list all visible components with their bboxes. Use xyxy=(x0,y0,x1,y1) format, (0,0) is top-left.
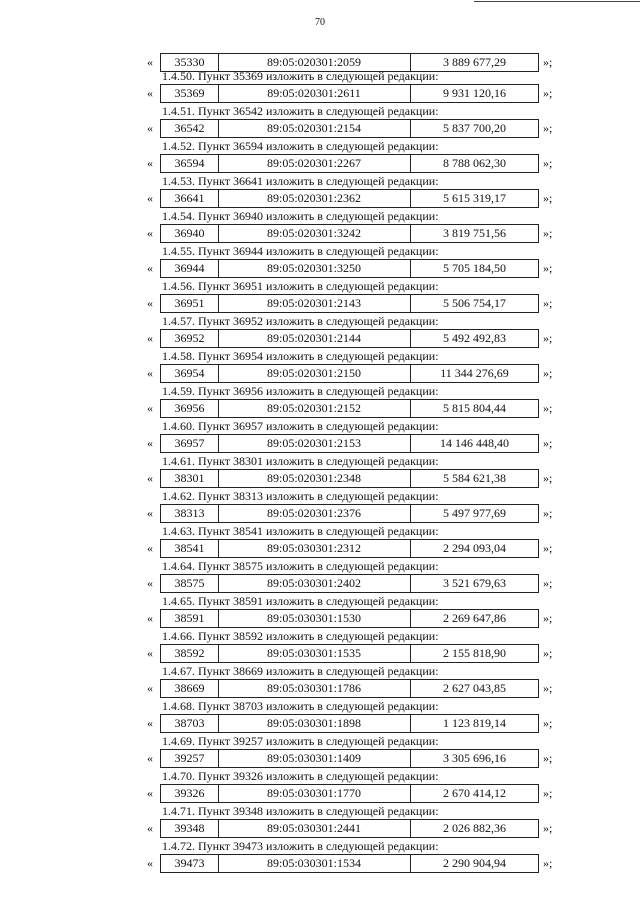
amendment-heading: 1.4.65. Пункт 38591 изложить в следующей редакции: xyxy=(162,594,439,608)
item-number-cell: 36594 xyxy=(160,154,219,173)
open-quote: « xyxy=(147,156,153,170)
open-quote: « xyxy=(147,681,153,695)
cadastral-number-cell: 89:05:030301:1898 xyxy=(218,714,411,733)
table-row xyxy=(0,749,640,768)
close-quote: »; xyxy=(543,821,553,835)
amendment-item xyxy=(0,209,640,244)
value-cell: 5 705 184,50 xyxy=(411,259,539,278)
item-number-cell: 36952 xyxy=(160,329,219,348)
item-number-cell: 36944 xyxy=(160,259,219,278)
amendment-item xyxy=(0,664,640,699)
amendment-item xyxy=(0,804,640,839)
open-quote: « xyxy=(147,821,153,835)
table-row xyxy=(0,574,640,593)
open-quote: « xyxy=(147,611,153,625)
amendment-heading: 1.4.55. Пункт 36944 изложить в следующей редакции: xyxy=(162,244,439,258)
open-quote: « xyxy=(147,856,153,870)
amendment-item xyxy=(0,174,640,209)
cadastral-number-cell: 89:05:020301:2059 xyxy=(218,53,411,72)
open-quote: « xyxy=(147,86,153,100)
amendment-heading: 1.4.54. Пункт 36940 изложить в следующей редакции: xyxy=(162,209,439,223)
value-cell: 2 290 904,94 xyxy=(411,854,539,873)
amendment-item xyxy=(0,699,640,734)
value-cell: 3 521 679,63 xyxy=(411,574,539,593)
close-quote: »; xyxy=(543,541,553,555)
table-row xyxy=(0,259,640,278)
item-number-cell: 38313 xyxy=(160,504,219,523)
item-number-cell: 36951 xyxy=(160,294,219,313)
cadastral-number-cell: 89:05:030301:1530 xyxy=(218,609,411,628)
item-number-cell: 36641 xyxy=(160,189,219,208)
value-cell: 2 670 414,12 xyxy=(411,784,539,803)
table-row xyxy=(0,469,640,488)
item-number-cell: 36954 xyxy=(160,364,219,383)
open-quote: « xyxy=(147,331,153,345)
open-quote: « xyxy=(147,576,153,590)
amendment-item xyxy=(0,454,640,489)
value-cell: 2 026 882,36 xyxy=(411,819,539,838)
cadastral-number-cell: 89:05:020301:2150 xyxy=(218,364,411,383)
cadastral-number-cell: 89:05:020301:2611 xyxy=(218,84,411,103)
cadastral-number-cell: 89:05:030301:2312 xyxy=(218,539,411,558)
close-quote: »; xyxy=(543,226,553,240)
close-quote: »; xyxy=(543,261,553,275)
open-quote: « xyxy=(147,786,153,800)
close-quote: »; xyxy=(543,681,553,695)
value-cell: 5 584 621,38 xyxy=(411,469,539,488)
open-quote: « xyxy=(147,226,153,240)
close-quote: »; xyxy=(543,121,553,135)
item-number-cell: 35369 xyxy=(160,84,219,103)
amendment-item xyxy=(0,734,640,769)
value-cell: 3 819 751,56 xyxy=(411,224,539,243)
cadastral-number-cell: 89:05:020301:3250 xyxy=(218,259,411,278)
cadastral-number-cell: 89:05:020301:2348 xyxy=(218,469,411,488)
item-number-cell: 36957 xyxy=(160,434,219,453)
amendment-item xyxy=(0,559,640,594)
table-row xyxy=(0,504,640,523)
amendment-heading: 1.4.62. Пункт 38313 изложить в следующей редакции: xyxy=(162,489,439,503)
page-number: 70 xyxy=(315,17,325,28)
open-quote: « xyxy=(147,121,153,135)
item-number-cell: 38703 xyxy=(160,714,219,733)
amendment-heading: 1.4.50. Пункт 35369 изложить в следующей редакции: xyxy=(162,69,439,83)
amendment-heading: 1.4.68. Пункт 38703 изложить в следующей редакции: xyxy=(162,699,439,713)
close-quote: »; xyxy=(543,191,553,205)
value-cell: 2 294 093,04 xyxy=(411,539,539,558)
open-quote: « xyxy=(147,191,153,205)
amendment-item xyxy=(0,139,640,174)
top-rule xyxy=(474,1,640,2)
amendment-heading: 1.4.63. Пункт 38541 изложить в следующей редакции: xyxy=(162,524,439,538)
close-quote: »; xyxy=(543,716,553,730)
cadastral-number-cell: 89:05:020301:2153 xyxy=(218,434,411,453)
amendment-item xyxy=(0,524,640,559)
value-cell: 9 931 120,16 xyxy=(411,84,539,103)
amendment-list xyxy=(0,69,640,874)
document-body xyxy=(0,53,640,874)
amendment-item xyxy=(0,594,640,629)
amendment-item xyxy=(0,69,640,104)
item-number-cell: 39326 xyxy=(160,784,219,803)
amendment-heading: 1.4.59. Пункт 36956 изложить в следующей редакции: xyxy=(162,384,439,398)
amendment-heading: 1.4.70. Пункт 39326 изложить в следующей редакции: xyxy=(162,769,439,783)
open-quote: « xyxy=(147,261,153,275)
close-quote: »; xyxy=(543,401,553,415)
close-quote: »; xyxy=(543,331,553,345)
amendment-item xyxy=(0,349,640,384)
amendment-heading: 1.4.69. Пункт 39257 изложить в следующей редакции: xyxy=(162,734,439,748)
close-quote: »; xyxy=(543,576,553,590)
table-row xyxy=(0,679,640,698)
value-cell: 5 492 492,83 xyxy=(411,329,539,348)
value-cell: 5 497 977,69 xyxy=(411,504,539,523)
item-number-cell: 35330 xyxy=(160,53,219,72)
table-row xyxy=(0,434,640,453)
amendment-heading: 1.4.56. Пункт 36951 изложить в следующей редакции: xyxy=(162,279,439,293)
cadastral-number-cell: 89:05:020301:3242 xyxy=(218,224,411,243)
cadastral-number-cell: 89:05:030301:2441 xyxy=(218,819,411,838)
cadastral-number-cell: 89:05:020301:2152 xyxy=(218,399,411,418)
close-quote: »; xyxy=(543,506,553,520)
cadastral-number-cell: 89:05:030301:1786 xyxy=(218,679,411,698)
table-row xyxy=(0,364,640,383)
value-cell: 5 837 700,20 xyxy=(411,119,539,138)
amendment-heading: 1.4.60. Пункт 36957 изложить в следующей редакции: xyxy=(162,419,439,433)
value-cell: 5 815 804,44 xyxy=(411,399,539,418)
amendment-item xyxy=(0,489,640,524)
table-row xyxy=(0,784,640,803)
table-row xyxy=(0,644,640,663)
item-number-cell: 39348 xyxy=(160,819,219,838)
cadastral-number-cell: 89:05:030301:1770 xyxy=(218,784,411,803)
table-row xyxy=(0,189,640,208)
item-number-cell: 36956 xyxy=(160,399,219,418)
table-row xyxy=(0,854,640,873)
table-row xyxy=(0,154,640,173)
cadastral-number-cell: 89:05:030301:1409 xyxy=(218,749,411,768)
amendment-heading: 1.4.51. Пункт 36542 изложить в следующей редакции: xyxy=(162,104,439,118)
amendment-item xyxy=(0,384,640,419)
amendment-item xyxy=(0,839,640,874)
amendment-heading: 1.4.67. Пункт 38669 изложить в следующей редакции: xyxy=(162,664,439,678)
amendment-item xyxy=(0,314,640,349)
open-quote: « xyxy=(147,401,153,415)
close-quote: »; xyxy=(543,296,553,310)
item-number-cell: 39257 xyxy=(160,749,219,768)
value-cell: 2 155 818,90 xyxy=(411,644,539,663)
table-row xyxy=(0,224,640,243)
amendment-heading: 1.4.64. Пункт 38575 изложить в следующей редакции: xyxy=(162,559,439,573)
cadastral-number-cell: 89:05:020301:2376 xyxy=(218,504,411,523)
open-quote: « xyxy=(147,366,153,380)
item-number-cell: 38591 xyxy=(160,609,219,628)
open-quote: « xyxy=(147,296,153,310)
item-number-cell: 38541 xyxy=(160,539,219,558)
value-cell: 2 269 647,86 xyxy=(411,609,539,628)
amendment-heading: 1.4.58. Пункт 36954 изложить в следующей редакции: xyxy=(162,349,439,363)
close-quote: »; xyxy=(543,611,553,625)
amendment-heading: 1.4.71. Пункт 39348 изложить в следующей редакции: xyxy=(162,804,439,818)
table-row xyxy=(0,539,640,558)
value-cell: 3 889 677,29 xyxy=(411,53,539,72)
value-cell: 3 305 696,16 xyxy=(411,749,539,768)
first-table-row xyxy=(0,53,640,69)
open-quote: « xyxy=(147,55,153,69)
item-number-cell: 39473 xyxy=(160,854,219,873)
value-cell: 1 123 819,14 xyxy=(411,714,539,733)
value-cell: 14 146 448,40 xyxy=(411,434,539,453)
open-quote: « xyxy=(147,506,153,520)
item-number-cell: 38669 xyxy=(160,679,219,698)
table-row xyxy=(0,329,640,348)
open-quote: « xyxy=(147,436,153,450)
open-quote: « xyxy=(147,541,153,555)
table-row xyxy=(0,399,640,418)
amendment-heading: 1.4.53. Пункт 36641 изложить в следующей редакции: xyxy=(162,174,439,188)
item-number-cell: 38592 xyxy=(160,644,219,663)
cadastral-number-cell: 89:05:030301:1534 xyxy=(218,854,411,873)
value-cell: 5 615 319,17 xyxy=(411,189,539,208)
close-quote: »; xyxy=(543,366,553,380)
open-quote: « xyxy=(147,716,153,730)
amendment-heading: 1.4.52. Пункт 36594 изложить в следующей редакции: xyxy=(162,139,439,153)
open-quote: « xyxy=(147,751,153,765)
close-quote: »; xyxy=(543,55,553,69)
table-row xyxy=(0,714,640,733)
value-cell: 2 627 043,85 xyxy=(411,679,539,698)
table-row xyxy=(0,294,640,313)
cadastral-number-cell: 89:05:030301:2402 xyxy=(218,574,411,593)
close-quote: »; xyxy=(543,86,553,100)
value-cell: 11 344 276,69 xyxy=(411,364,539,383)
value-cell: 8 788 062,30 xyxy=(411,154,539,173)
cadastral-number-cell: 89:05:020301:2154 xyxy=(218,119,411,138)
close-quote: »; xyxy=(543,646,553,660)
amendment-heading: 1.4.61. Пункт 38301 изложить в следующей редакции: xyxy=(162,454,439,468)
amendment-heading: 1.4.72. Пункт 39473 изложить в следующей редакции: xyxy=(162,839,439,853)
item-number-cell: 36542 xyxy=(160,119,219,138)
table-row xyxy=(0,819,640,838)
item-number-cell: 38301 xyxy=(160,469,219,488)
cadastral-number-cell: 89:05:030301:1535 xyxy=(218,644,411,663)
amendment-item xyxy=(0,279,640,314)
value-cell: 5 506 754,17 xyxy=(411,294,539,313)
cadastral-number-cell: 89:05:020301:2143 xyxy=(218,294,411,313)
amendment-item xyxy=(0,629,640,664)
cadastral-number-cell: 89:05:020301:2144 xyxy=(218,329,411,348)
table-row xyxy=(0,119,640,138)
close-quote: »; xyxy=(543,856,553,870)
open-quote: « xyxy=(147,646,153,660)
amendment-heading: 1.4.57. Пункт 36952 изложить в следующей редакции: xyxy=(162,314,439,328)
amendment-item xyxy=(0,244,640,279)
close-quote: »; xyxy=(543,471,553,485)
item-number-cell: 36940 xyxy=(160,224,219,243)
amendment-item xyxy=(0,104,640,139)
close-quote: »; xyxy=(543,156,553,170)
table-row xyxy=(0,84,640,103)
amendment-heading: 1.4.66. Пункт 38592 изложить в следующей редакции: xyxy=(162,629,439,643)
open-quote: « xyxy=(147,471,153,485)
close-quote: »; xyxy=(543,436,553,450)
amendment-item xyxy=(0,419,640,454)
cadastral-number-cell: 89:05:020301:2362 xyxy=(218,189,411,208)
cadastral-number-cell: 89:05:020301:2267 xyxy=(218,154,411,173)
close-quote: »; xyxy=(543,786,553,800)
close-quote: »; xyxy=(543,751,553,765)
table-row xyxy=(0,609,640,628)
amendment-item xyxy=(0,769,640,804)
item-number-cell: 38575 xyxy=(160,574,219,593)
